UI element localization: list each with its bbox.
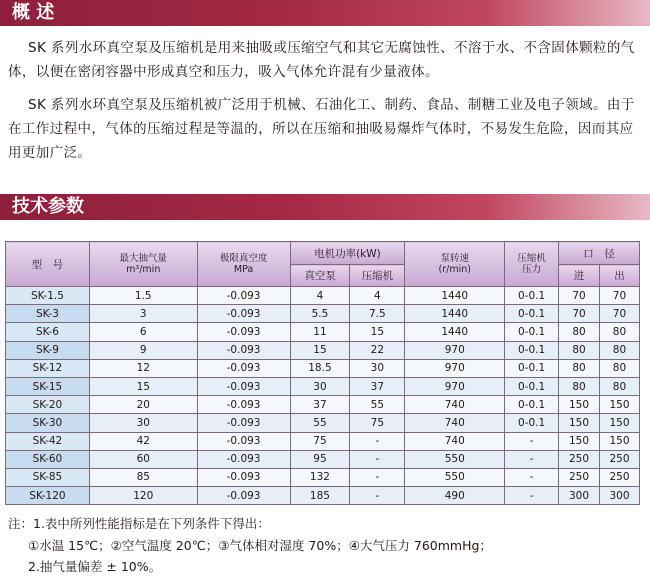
cell-max-suction: 3: [89, 305, 197, 323]
cell-inlet: 80: [559, 359, 600, 377]
cell-pump-speed: 1440: [405, 305, 505, 323]
cell-outlet: 70: [599, 287, 639, 305]
cell-model: SK-120: [6, 487, 90, 505]
header-ultimate-vacuum: [197, 242, 290, 287]
cell-comp-pressure: 0-0.1: [505, 287, 559, 305]
cell-inlet: 150: [559, 414, 600, 432]
cell-pump-speed: 1440: [405, 323, 505, 341]
cell-compressor-power: -: [350, 468, 405, 486]
table-row: [6, 359, 640, 377]
note-line-1: 注：1.表中所列性能指标是在下列条件下得出：: [8, 516, 270, 531]
cell-max-suction: 30: [89, 414, 197, 432]
table-row: [6, 341, 640, 359]
cell-inlet: 80: [559, 377, 600, 395]
cell-ultimate-vacuum: -0.093: [197, 432, 290, 450]
cell-inlet: 70: [559, 287, 600, 305]
cell-compressor-power: -: [350, 432, 405, 450]
cell-ultimate-vacuum: -0.093: [197, 341, 290, 359]
cell-max-suction: 1.5: [89, 287, 197, 305]
cell-max-suction: 60: [89, 450, 197, 468]
table-row: [6, 377, 640, 395]
cell-model: SK-9: [6, 341, 90, 359]
header-pump-speed-unit: (r/min): [438, 264, 471, 275]
cell-model: SK-15: [6, 377, 90, 395]
cell-compressor-power: 30: [350, 359, 405, 377]
cell-ultimate-vacuum: -0.093: [197, 323, 290, 341]
table-row: [6, 396, 640, 414]
header-ultimate-vacuum-label: 极限真空度: [219, 253, 268, 264]
cell-pump-speed: 490: [405, 487, 505, 505]
cell-vacuum-pump-power: 132: [290, 468, 350, 486]
cell-comp-pressure: 0-0.1: [505, 396, 559, 414]
note-line-2: ①水温 15℃；②空气温度 20℃；③气体相对湿度 70%；④大气压力 760mmHg；: [28, 538, 492, 553]
cell-model: SK-1.5: [6, 287, 90, 305]
header-pump-speed-label: 泵转速: [440, 253, 469, 264]
cell-vacuum-pump-power: 55: [290, 414, 350, 432]
cell-pump-speed: 970: [405, 341, 505, 359]
cell-outlet: 80: [599, 377, 639, 395]
cell-max-suction: 85: [89, 468, 197, 486]
spec-table: [5, 241, 640, 505]
spec-table-body: [6, 287, 640, 505]
cell-comp-pressure: 0-0.1: [505, 323, 559, 341]
header-max-suction-label: 最大抽气量: [119, 253, 167, 264]
cell-comp-pressure: 0-0.1: [505, 305, 559, 323]
cell-max-suction: 6: [89, 323, 197, 341]
cell-compressor-power: 75: [350, 414, 405, 432]
header-ultimate-vacuum-unit: MPa: [233, 264, 254, 275]
cell-outlet: 80: [599, 323, 639, 341]
cell-ultimate-vacuum: -0.093: [197, 359, 290, 377]
table-row: [6, 305, 640, 323]
cell-vacuum-pump-power: 37: [290, 396, 350, 414]
cell-compressor-power: 22: [350, 341, 405, 359]
cell-model: SK-3: [6, 305, 90, 323]
cell-outlet: 150: [599, 414, 639, 432]
table-row: [6, 468, 640, 486]
cell-pump-speed: 740: [405, 396, 505, 414]
header-caliber: 口 径: [559, 242, 640, 265]
cell-outlet: 300: [599, 487, 639, 505]
cell-comp-pressure: -: [505, 432, 559, 450]
cell-ultimate-vacuum: -0.093: [197, 287, 290, 305]
cell-vacuum-pump-power: 4: [290, 287, 350, 305]
cell-comp-pressure: -: [505, 487, 559, 505]
cell-max-suction: 15: [89, 377, 197, 395]
cell-pump-speed: 1440: [405, 287, 505, 305]
cell-pump-speed: 740: [405, 432, 505, 450]
cell-max-suction: 12: [89, 359, 197, 377]
header-inlet: 进: [559, 265, 600, 287]
cell-inlet: 80: [559, 323, 600, 341]
cell-inlet: 150: [559, 432, 600, 450]
cell-vacuum-pump-power: 75: [290, 432, 350, 450]
header-motor-power: 电机功率(kW): [290, 242, 405, 265]
cell-inlet: 250: [559, 450, 600, 468]
cell-outlet: 150: [599, 432, 639, 450]
cell-model: SK-12: [6, 359, 90, 377]
cell-inlet: 70: [559, 305, 600, 323]
header-compressor: 压缩机: [350, 265, 405, 287]
cell-pump-speed: 740: [405, 414, 505, 432]
cell-pump-speed: 550: [405, 468, 505, 486]
cell-outlet: 80: [599, 341, 639, 359]
cell-comp-pressure: 0-0.1: [505, 341, 559, 359]
table-row: [6, 450, 640, 468]
cell-ultimate-vacuum: -0.093: [197, 450, 290, 468]
cell-compressor-power: -: [350, 450, 405, 468]
cell-vacuum-pump-power: 11: [290, 323, 350, 341]
section-header-overview: 概 述: [0, 0, 650, 26]
cell-model: SK-60: [6, 450, 90, 468]
cell-vacuum-pump-power: 18.5: [290, 359, 350, 377]
header-outlet: 出: [599, 265, 639, 287]
cell-ultimate-vacuum: -0.093: [197, 414, 290, 432]
table-row: [6, 414, 640, 432]
cell-max-suction: 9: [89, 341, 197, 359]
cell-outlet: 250: [599, 468, 639, 486]
cell-vacuum-pump-power: 95: [290, 450, 350, 468]
cell-model: SK-30: [6, 414, 90, 432]
table-row: [6, 487, 640, 505]
cell-comp-pressure: -: [505, 450, 559, 468]
cell-ultimate-vacuum: -0.093: [197, 396, 290, 414]
cell-vacuum-pump-power: 15: [290, 341, 350, 359]
cell-vacuum-pump-power: 185: [290, 487, 350, 505]
header-comp-pressure-label: 压缩机: [517, 253, 546, 264]
overview-paragraph-1: SK 系列水环真空泵及压缩机是用来抽吸或压缩空气和其它无腐蚀性、不溶于水、不含固体颗粒的气体，以便在密闭容器中形成真空和压力，吸入气体允许混有少量液体。: [8, 40, 635, 80]
header-model: 型 号: [6, 242, 90, 287]
cell-ultimate-vacuum: -0.093: [197, 377, 290, 395]
header-comp-pressure: [505, 242, 559, 287]
header-comp-pressure-label-2: 压力: [522, 264, 542, 275]
header-pump-speed: [405, 242, 505, 287]
overview-paragraph-2: SK 系列水环真空泵及压缩机被广泛用于机械、石油化工、制药、食品、制糖工业及电子领域。由于在工作过程中，气体的压缩过程是等温的，所以在压缩和抽吸易爆炸气体时，不易发生危险，因而其应用更加广泛。: [8, 97, 635, 161]
cell-pump-speed: 970: [405, 377, 505, 395]
cell-inlet: 250: [559, 468, 600, 486]
cell-pump-speed: 970: [405, 359, 505, 377]
table-row: [6, 323, 640, 341]
cell-outlet: 250: [599, 450, 639, 468]
cell-compressor-power: 37: [350, 377, 405, 395]
note-line-3: 2.抽气量偏差 ± 10%。: [28, 559, 162, 574]
header-max-suction-unit: m³/min: [126, 264, 161, 275]
cell-vacuum-pump-power: 5.5: [290, 305, 350, 323]
cell-pump-speed: 550: [405, 450, 505, 468]
cell-inlet: 80: [559, 341, 600, 359]
cell-compressor-power: 4: [350, 287, 405, 305]
cell-vacuum-pump-power: 30: [290, 377, 350, 395]
table-row: [6, 287, 640, 305]
cell-model: SK-42: [6, 432, 90, 450]
cell-compressor-power: 15: [350, 323, 405, 341]
cell-compressor-power: 55: [350, 396, 405, 414]
cell-outlet: 150: [599, 396, 639, 414]
cell-comp-pressure: 0-0.1: [505, 377, 559, 395]
cell-compressor-power: -: [350, 487, 405, 505]
table-row: [6, 432, 640, 450]
cell-inlet: 300: [559, 487, 600, 505]
cell-model: SK-6: [6, 323, 90, 341]
cell-ultimate-vacuum: -0.093: [197, 487, 290, 505]
cell-compressor-power: 7.5: [350, 305, 405, 323]
header-vacuum-pump: 真空泵: [290, 265, 350, 287]
cell-max-suction: 120: [89, 487, 197, 505]
cell-outlet: 70: [599, 305, 639, 323]
cell-ultimate-vacuum: -0.093: [197, 468, 290, 486]
cell-model: SK-20: [6, 396, 90, 414]
cell-outlet: 80: [599, 359, 639, 377]
section-header-technical-parameters: 技术参数: [0, 194, 650, 220]
cell-max-suction: 42: [89, 432, 197, 450]
cell-comp-pressure: 0-0.1: [505, 414, 559, 432]
cell-comp-pressure: -: [505, 468, 559, 486]
cell-ultimate-vacuum: -0.093: [197, 305, 290, 323]
cell-comp-pressure: 0-0.1: [505, 359, 559, 377]
cell-max-suction: 20: [89, 396, 197, 414]
header-max-suction: [89, 242, 197, 287]
cell-inlet: 150: [559, 396, 600, 414]
cell-model: SK-85: [6, 468, 90, 486]
